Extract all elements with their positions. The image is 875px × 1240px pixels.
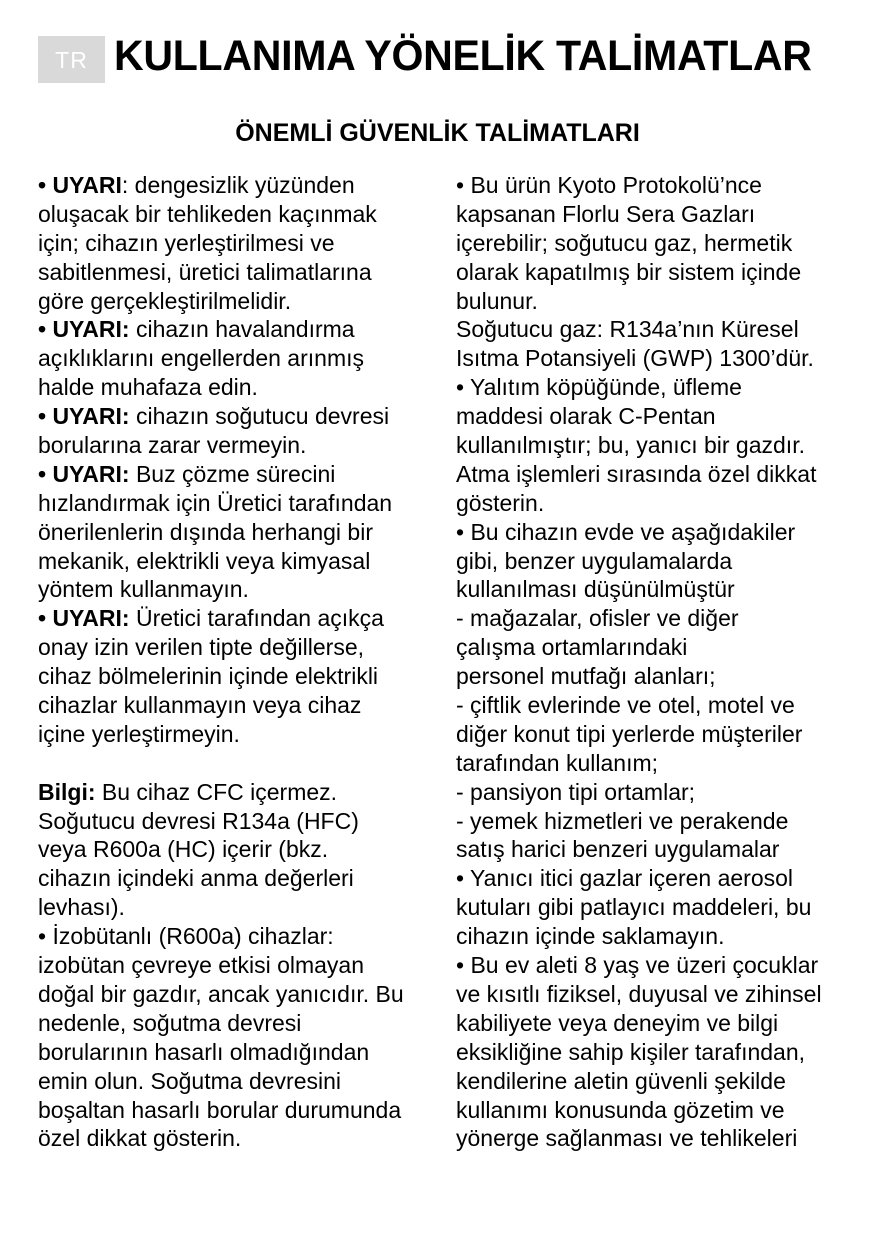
text-line	[456, 720, 868, 749]
line-text: borularına zarar vermeyin.	[38, 432, 307, 459]
text-line	[456, 460, 868, 489]
text-line	[38, 229, 450, 258]
line-text: izobütan çevreye etkisi olmayan	[38, 952, 364, 979]
line-text: nedenle, soğutma devresi	[38, 1009, 302, 1036]
text-line	[456, 258, 868, 287]
text-line	[38, 518, 450, 547]
text-line	[38, 633, 450, 662]
line-text: gösterin.	[456, 489, 545, 516]
text-line	[456, 547, 868, 576]
text-line	[456, 980, 868, 1009]
text-line	[456, 229, 868, 258]
text-line	[38, 720, 450, 749]
text-line	[456, 864, 868, 893]
text-line	[456, 575, 868, 604]
text-line	[38, 575, 450, 604]
text-line	[38, 287, 450, 316]
line-text: mekanik, elektrikli veya kimyasal	[38, 547, 371, 574]
text-line	[456, 431, 868, 460]
line-text: içine yerleştirmeyin.	[38, 720, 240, 747]
page-header	[38, 32, 858, 84]
text-line	[38, 200, 450, 229]
line-text: boşaltan hasarlı borular durumunda	[38, 1096, 402, 1123]
text-line	[38, 778, 450, 807]
line-text: Soğutucu devresi R134a (HFC)	[38, 807, 359, 834]
text-line	[38, 344, 450, 373]
line-text: cihazın soğutucu devresi	[129, 403, 390, 430]
text-line	[456, 749, 868, 778]
line-text: Atma işlemleri sırasında özel dikkat	[456, 460, 817, 487]
line-text: Soğutucu gaz: R134a’nın Küresel	[456, 316, 799, 343]
text-line	[38, 402, 450, 431]
text-line	[38, 171, 450, 200]
line-text: hızlandırmak için Üretici tarafından	[38, 489, 393, 516]
text-line	[456, 287, 868, 316]
line-text: kendilerine aletin güvenli şekilde	[456, 1067, 786, 1094]
line-text: gibi, benzer uygulamalarda	[456, 547, 733, 574]
text-line	[456, 344, 868, 373]
text-line	[38, 893, 450, 922]
section-title: ÖNEMLİ GÜVENLİK TALİMATLARI	[235, 119, 640, 147]
line-text: - çiftlik evlerinde ve otel, motel ve	[456, 692, 795, 719]
text-line	[38, 1124, 450, 1153]
text-line	[456, 373, 868, 402]
text-line	[38, 460, 450, 489]
text-line	[38, 691, 450, 720]
line-text: • Bu cihazın evde ve aşağıdakiler	[456, 518, 796, 545]
line-text: önerilenlerin dışında herhangi bir	[38, 518, 373, 545]
text-line	[456, 171, 868, 200]
line-text: veya R600a (HC) içerir (bkz.	[38, 836, 329, 863]
line-text: • Yanıcı itici gazlar içeren aerosol	[456, 865, 794, 892]
line-text: açıklıklarını engellerden arınmış	[38, 345, 364, 372]
right-text-column	[456, 171, 868, 1153]
text-line	[38, 864, 450, 893]
text-line	[38, 1067, 450, 1096]
line-text: doğal bir gazdır, ancak yanıcıdır. Bu	[38, 980, 404, 1007]
line-text: levhası).	[38, 894, 125, 921]
line-text: yönerge sağlanması ve tehlikeleri	[456, 1125, 798, 1152]
text-line	[456, 200, 868, 229]
text-line	[38, 922, 450, 951]
line-text: kullanılmıştır; bu, yanıcı bir gazdır.	[456, 432, 805, 459]
line-text: kullanımı konusunda gözetim ve	[456, 1096, 785, 1123]
line-text: - yemek hizmetleri ve perakende	[456, 807, 789, 834]
line-text: personel mutfağı alanları;	[456, 663, 716, 690]
text-line	[456, 807, 868, 836]
text-line	[38, 980, 450, 1009]
line-text: Üretici tarafından açıkça	[129, 605, 384, 632]
bold-label: • UYARI:	[38, 605, 130, 632]
bold-label: • UYARI:	[38, 460, 130, 487]
text-line	[456, 662, 868, 691]
text-line	[38, 807, 450, 836]
text-line	[38, 951, 450, 980]
text-line	[38, 547, 450, 576]
line-text: • Bu ürün Kyoto Protokolü’nce	[456, 172, 762, 198]
line-text: - mağazalar, ofisler ve diğer	[456, 605, 739, 632]
text-line	[456, 518, 868, 547]
line-text: halde muhafaza edin.	[38, 374, 258, 401]
bold-label: Bilgi:	[38, 778, 96, 805]
line-text: kapsanan Florlu Sera Gazları	[456, 200, 756, 227]
text-line	[38, 1009, 450, 1038]
line-text: oluşacak bir tehlikeden kaçınmak	[38, 200, 377, 227]
line-text: Isıtma Potansiyeli (GWP) 1300’dür.	[456, 345, 814, 372]
text-line	[38, 662, 450, 691]
text-line	[456, 489, 868, 518]
left-text-column	[38, 171, 450, 1153]
line-text: cihazın içindeki anma değerleri	[38, 865, 354, 892]
text-line	[456, 893, 868, 922]
line-text: Bu cihaz CFC içermez.	[95, 778, 338, 805]
text-line	[456, 951, 868, 980]
line-text: borularının hasarlı olmadığından	[38, 1038, 370, 1065]
text-line	[456, 1038, 868, 1067]
page-title: KULLANIMA YÖNELİK TALİMATLAR	[114, 32, 812, 80]
text-line	[456, 835, 868, 864]
line-text: çalışma ortamlarındaki	[456, 634, 688, 661]
text-line	[38, 489, 450, 518]
line-text: kullanılması düşünülmüştür	[456, 576, 735, 603]
line-text: cihazın içinde saklamayın.	[456, 923, 725, 950]
line-text: içerebilir; soğutucu gaz, hermetik	[456, 229, 793, 256]
line-text: diğer konut tipi yerlerde müşteriler	[456, 720, 803, 747]
language-badge: TR	[38, 36, 105, 83]
line-text: • Bu ev aleti 8 yaş ve üzeri çocuklar	[456, 952, 819, 979]
text-line	[38, 1096, 450, 1125]
text-line	[456, 402, 868, 431]
line-text: kutuları gibi patlayıcı maddeleri, bu	[456, 894, 812, 921]
line-text: - pansiyon tipi ortamlar;	[456, 778, 696, 805]
line-text: göre gerçekleştirilmelidir.	[38, 287, 292, 314]
bold-label: • UYARI	[38, 172, 122, 198]
line-text: cihaz bölmelerinin içinde elektrikli	[38, 663, 379, 690]
paragraph-gap	[38, 749, 450, 778]
text-line	[456, 1067, 868, 1096]
line-text: satış harici benzeri uygulamalar	[456, 836, 780, 863]
line-text: kabiliyete veya deneyim ve bilgi	[456, 1009, 779, 1036]
line-text: bulunur.	[456, 287, 538, 314]
text-line	[456, 633, 868, 662]
line-text: Buz çözme sürecini	[129, 460, 336, 487]
text-line	[38, 835, 450, 864]
text-line	[456, 1124, 868, 1153]
text-line	[38, 604, 450, 633]
line-text: sabitlenmesi, üretici talimatlarına	[38, 258, 372, 285]
text-line	[38, 431, 450, 460]
line-text: olarak kapatılmış bir sistem içinde	[456, 258, 802, 285]
text-line	[456, 315, 868, 344]
line-text: • Yalıtım köpüğünde, üfleme	[456, 374, 742, 401]
text-line	[456, 1009, 868, 1038]
line-text: için; cihazın yerleştirilmesi ve	[38, 229, 335, 256]
text-line	[38, 258, 450, 287]
text-line	[456, 604, 868, 633]
line-text: cihazın havalandırma	[129, 316, 355, 343]
line-text: eksikliğine sahip kişiler tarafından,	[456, 1038, 806, 1065]
text-line	[38, 315, 450, 344]
line-text: özel dikkat gösterin.	[38, 1125, 242, 1152]
line-text: • İzobütanlı (R600a) cihazlar:	[38, 923, 334, 950]
text-line	[38, 1038, 450, 1067]
line-text: emin olun. Soğutma devresini	[38, 1067, 341, 1094]
text-line	[456, 778, 868, 807]
line-text: onay izin verilen tipte değillerse,	[38, 634, 365, 661]
bold-label: • UYARI:	[38, 403, 130, 430]
line-text: maddesi olarak C-Pentan	[456, 403, 716, 430]
line-text: ve kısıtlı fiziksel, duyusal ve zihinsel	[456, 980, 822, 1007]
line-text: cihazlar kullanmayın veya cihaz	[38, 692, 362, 719]
text-line	[38, 373, 450, 402]
line-text: : dengesizlik yüzünden	[121, 172, 355, 198]
line-text: yöntem kullanmayın.	[38, 576, 249, 603]
bold-label: • UYARI:	[38, 316, 130, 343]
text-line	[456, 922, 868, 951]
text-line	[456, 691, 868, 720]
text-line	[456, 1096, 868, 1125]
line-text: tarafından kullanım;	[456, 749, 659, 776]
